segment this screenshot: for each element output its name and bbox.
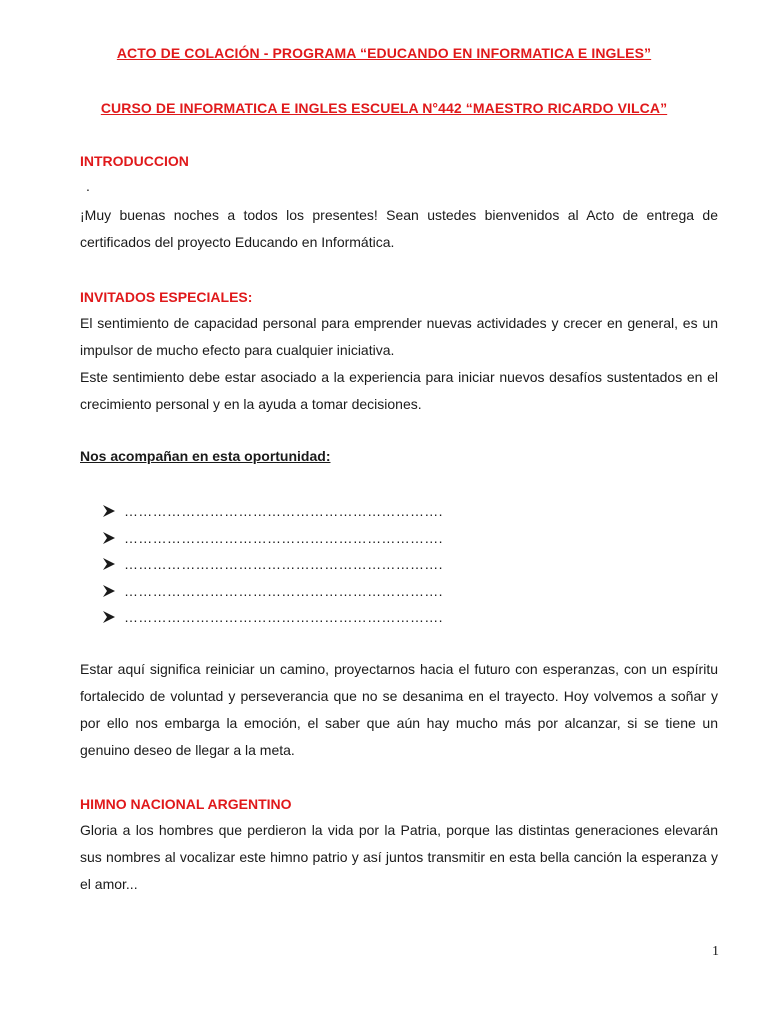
list-item-placeholder: ………………………………………………………….	[124, 529, 443, 546]
himno-paragraph: Gloria a los hombres que perdieron la vida por la Patria, porque las distintas generaciones elevarán sus nombres al vocalizar este himno patrio y así juntos transmitir en esta bella canción la esperanza y el amor...	[80, 822, 718, 892]
list-item	[102, 551, 443, 578]
arrowhead-bullet-icon	[102, 531, 116, 545]
section-heading-himno: HIMNO NACIONAL ARGENTINO	[80, 796, 292, 812]
guest-list	[102, 498, 443, 631]
list-item	[102, 578, 443, 605]
document-title: ACTO DE COLACIÓN - PROGRAMA “EDUCANDO EN INFORMATICA E INGLES”	[116, 45, 652, 61]
arrowhead-bullet-icon	[102, 610, 116, 624]
list-item-placeholder: ………………………………………………………….	[124, 609, 443, 626]
invitados-paragraph-2: Este sentimiento debe estar asociado a la experiencia para iniciar nuevos desafíos sustentados en el crecimiento personal y en la ayuda a tomar decisiones.	[80, 369, 718, 412]
list-item	[102, 525, 443, 552]
arrowhead-bullet-icon	[102, 584, 116, 598]
list-item	[102, 498, 443, 525]
arrowhead-bullet-icon	[102, 504, 116, 518]
list-item-placeholder: ………………………………………………………….	[124, 556, 443, 573]
page-number: 1	[712, 944, 719, 959]
stray-dot: .	[86, 178, 90, 194]
list-item-placeholder: ………………………………………………………….	[124, 582, 443, 599]
arrowhead-bullet-icon	[102, 557, 116, 571]
list-item	[102, 604, 443, 631]
section-heading-introduccion: INTRODUCCION	[80, 153, 189, 169]
intro-paragraph: ¡Muy buenas noches a todos los presentes! Sean ustedes bienvenidos al Acto de entrega de certificados del proyecto Educando en Informática.	[80, 207, 718, 250]
list-item-placeholder: ………………………………………………………….	[124, 503, 443, 520]
closing-paragraph: Estar aquí significa reiniciar un camino, proyectarnos hacia el futuro con esperanzas, con un espíritu fortalecido de voluntad y perseverancia que no se desanima en el trayecto. Hoy volvemos a soñar y por ello nos embarga la emoción, el saber que aún hay mucho más por alcanzar, si se tiene un genuino deseo de llegar a la meta.	[80, 661, 718, 758]
document-subtitle: CURSO DE INFORMATICA E INGLES ESCUELA N°442 “MAESTRO RICARDO VILCA”	[100, 100, 668, 116]
invitados-paragraph-1: El sentimiento de capacidad personal para emprender nuevas actividades y crecer en general, es un impulsor de mucho efecto para cualquier iniciativa.	[80, 315, 718, 358]
section-heading-invitados: INVITADOS ESPECIALES:	[80, 289, 253, 305]
acompanan-subheading: Nos acompañan en esta oportunidad:	[80, 448, 331, 464]
